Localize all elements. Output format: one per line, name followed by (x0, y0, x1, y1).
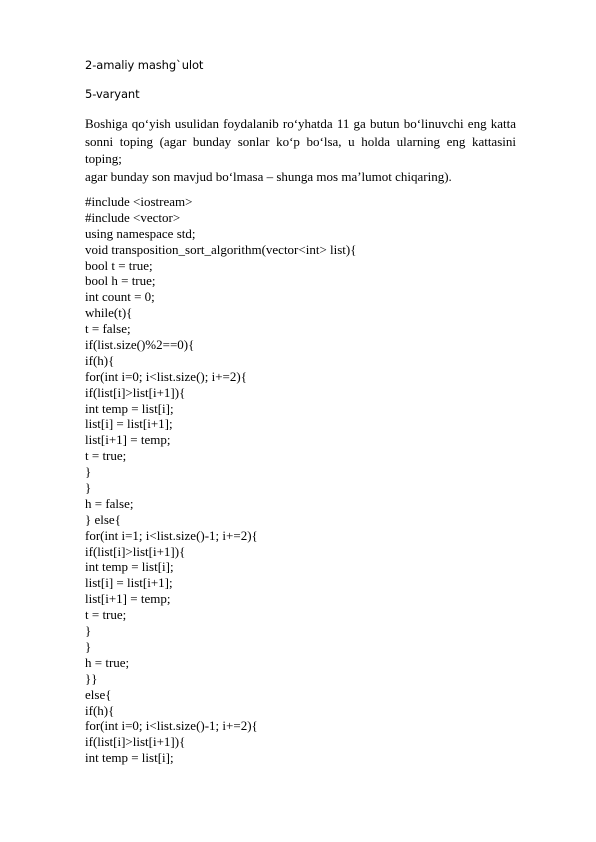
code-line: }} (85, 670, 98, 686)
task-description (85, 115, 516, 185)
code-line: using namespace std; (85, 225, 196, 241)
code-line: int temp = list[i]; (85, 559, 174, 575)
code-line: list[i+1] = temp; (85, 591, 171, 607)
code-line: } (85, 638, 92, 654)
code-line: #include <iostream> (85, 194, 193, 209)
code-line: h = false; (85, 495, 134, 511)
task-line: Boshiga qo‘yish usulidan foydalanib ro‘yhatda 11 ga butun bo‘linuvchi eng katta (85, 116, 516, 131)
code-line: } (85, 623, 92, 639)
code-line: } else{ (85, 511, 121, 527)
code-line: h = true; (85, 654, 130, 670)
code-line: } (85, 464, 92, 480)
code-line: list[i] = list[i+1]; (85, 575, 173, 591)
variant-label: 5-varyant (85, 87, 140, 101)
code-line: void transposition_sort_algorithm(vector<int> list){ (85, 241, 357, 257)
code-line: t = false; (85, 321, 131, 337)
code-line: list[i+1] = temp; (85, 432, 171, 448)
code-line: if(list.size()%2==0){ (85, 337, 195, 353)
code-line: bool h = true; (85, 273, 156, 289)
code-line: else{ (85, 686, 112, 702)
code-line: bool t = true; (85, 257, 153, 273)
code-line: for(int i=0; i<list.size(); i+=2){ (85, 368, 247, 384)
code-line: if(list[i]>list[i+1]){ (85, 734, 186, 750)
code-listing (85, 194, 525, 766)
code-line: for(int i=0; i<list.size()-1; i+=2){ (85, 718, 258, 734)
code-line: int temp = list[i]; (85, 400, 174, 416)
code-line: if(h){ (85, 702, 115, 718)
code-line: } (85, 480, 92, 496)
code-line: list[i] = list[i+1]; (85, 416, 173, 432)
code-line: if(list[i]>list[i+1]){ (85, 543, 186, 559)
code-line: t = true; (85, 607, 127, 623)
document-title: 2-amaliy mashg`ulot (85, 58, 204, 72)
code-line: if(list[i]>list[i+1]){ (85, 384, 186, 400)
code-line: while(t){ (85, 305, 133, 321)
code-line: t = true; (85, 448, 127, 464)
code-line: for(int i=1; i<list.size()-1; i+=2){ (85, 527, 258, 543)
code-line: if(h){ (85, 352, 115, 368)
task-line: sonni toping (agar bunday sonlar ko‘p bo‘lsa, u holda ularning eng kattasini toping; (85, 133, 516, 166)
code-line: int count = 0; (85, 289, 155, 305)
code-line: int temp = list[i]; (85, 750, 174, 766)
task-line: agar bunday son mavjud bo‘lmasa – shunga mos ma’lumot chiqaring). (85, 168, 452, 184)
code-line: #include <vector> (85, 209, 181, 225)
